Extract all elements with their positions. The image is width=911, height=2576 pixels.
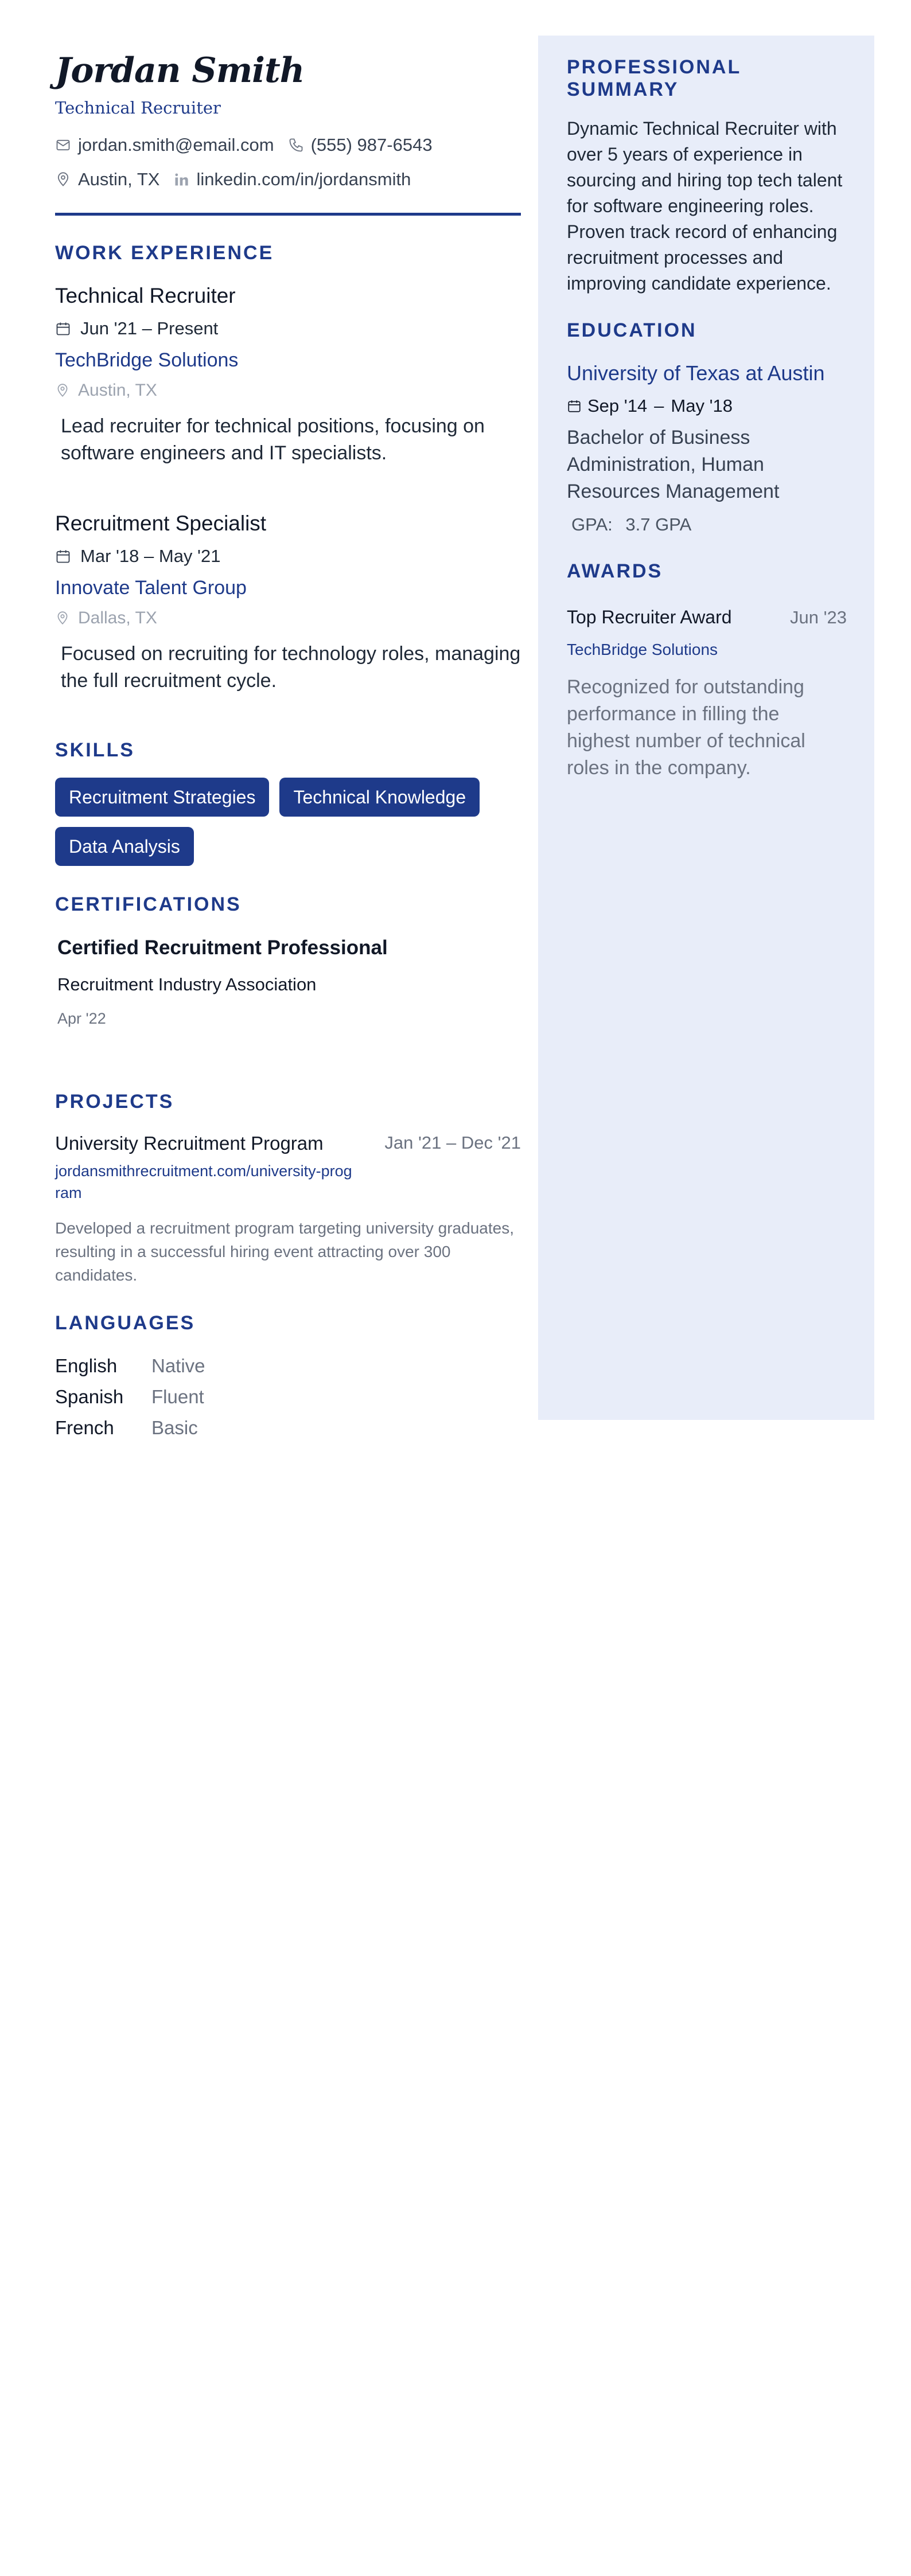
language-row xyxy=(55,1351,521,1381)
education-date-separator: – xyxy=(654,396,664,416)
calendar-icon xyxy=(567,399,582,413)
education-dates xyxy=(567,396,847,416)
main-column xyxy=(55,49,521,1443)
linkedin-icon xyxy=(173,171,189,188)
job-title: Technical Recruiter xyxy=(55,284,236,307)
project-dates: Jan '21 – Dec '21 xyxy=(384,1133,521,1153)
job-location-text: Dallas, TX xyxy=(78,608,157,627)
project-description: Developed a recruitment program targeting university graduates, resulting in a successful hiring event attracting over 300 candidates. xyxy=(55,1219,514,1284)
location-item xyxy=(55,169,159,190)
candidate-name: Jordan Smith xyxy=(55,50,305,91)
skill-chip: Data Analysis xyxy=(55,827,194,866)
project-link[interactable]: jordansmithrecruitment.com/university-program xyxy=(55,1162,352,1201)
language-name: English xyxy=(55,1355,118,1376)
sidebar-column xyxy=(538,36,874,1420)
job-dates xyxy=(55,546,521,567)
location-text: Austin, TX xyxy=(78,169,160,189)
phone-icon xyxy=(288,137,304,153)
gpa-label: GPA: xyxy=(571,514,613,534)
award-name: Top Recruiter Award xyxy=(567,607,732,627)
email-item[interactable] xyxy=(55,135,274,155)
education-end: May '18 xyxy=(671,396,733,416)
certification-name: Certified Recruitment Professional xyxy=(57,936,388,959)
job-company: Innovate Talent Group xyxy=(55,577,247,599)
language-level: Native xyxy=(151,1355,205,1376)
education-start: Sep '14 xyxy=(587,396,648,416)
job-company: TechBridge Solutions xyxy=(55,349,239,371)
header-divider xyxy=(55,213,521,216)
summary-heading: PROFESSIONAL SUMMARY xyxy=(567,56,741,100)
language-row xyxy=(55,1412,521,1443)
award-date: Jun '23 xyxy=(790,607,847,627)
language-row xyxy=(55,1381,521,1412)
certification-date: Apr '22 xyxy=(57,1010,106,1027)
job-location-text: Austin, TX xyxy=(78,381,157,400)
language-name: Spanish xyxy=(55,1386,124,1407)
skills-list xyxy=(55,778,521,866)
phone-item[interactable] xyxy=(288,135,433,155)
calendar-icon xyxy=(55,548,71,564)
skills-heading: SKILLS xyxy=(55,739,135,761)
languages-heading: LANGUAGES xyxy=(55,1312,196,1334)
linkedin-item[interactable] xyxy=(173,169,411,190)
job-entry xyxy=(55,284,521,467)
skill-chip: Technical Knowledge xyxy=(279,778,480,817)
work-experience-heading: WORK EXPERIENCE xyxy=(55,242,274,264)
job-dates-text: Jun '21 – Present xyxy=(80,318,219,338)
award-org: TechBridge Solutions xyxy=(567,641,718,658)
phone-text: (555) 987-6543 xyxy=(310,135,433,155)
award-description: Recognized for outstanding performance in filling the highest number of technical roles in the company. xyxy=(567,676,805,779)
language-name: French xyxy=(55,1417,114,1438)
languages-list xyxy=(55,1351,521,1443)
certifications-heading: CERTIFICATIONS xyxy=(55,893,242,915)
skill-chip: Recruitment Strategies xyxy=(55,778,269,817)
email-text: jordan.smith@email.com xyxy=(78,135,274,155)
gpa xyxy=(567,514,847,535)
awards-heading: AWARDS xyxy=(567,560,663,582)
job-title: Recruitment Specialist xyxy=(55,512,267,535)
project-header xyxy=(55,1133,521,1154)
linkedin-text: linkedin.com/in/jordansmith xyxy=(196,169,411,189)
summary-text: Dynamic Technical Recruiter with over 5 years of experience in sourcing and hiring top tech talent for software engineering roles. Proven track record of enhancing recruitment processes and improving candidate experience. xyxy=(567,118,843,294)
job-dates xyxy=(55,318,521,339)
gpa-value: 3.7 GPA xyxy=(625,514,692,534)
job-description: Lead recruiter for technical positions, focusing on software engineers and IT specialists. xyxy=(61,415,485,464)
candidate-title: Technical Recruiter xyxy=(55,98,221,118)
school-name: University of Texas at Austin xyxy=(567,361,825,385)
award-header xyxy=(567,607,847,628)
location-icon xyxy=(55,611,70,626)
job-location xyxy=(55,381,521,400)
job-entry xyxy=(55,512,521,694)
job-dates-text: Mar '18 – May '21 xyxy=(80,546,221,566)
projects-heading: PROJECTS xyxy=(55,1091,174,1113)
education-heading: EDUCATION xyxy=(567,319,697,341)
language-level: Fluent xyxy=(151,1386,204,1407)
contact-row-2 xyxy=(55,169,521,190)
contact-row-1 xyxy=(55,135,521,155)
mail-icon xyxy=(55,137,71,153)
location-icon xyxy=(55,383,70,398)
degree: Bachelor of Business Administration, Human Resources Management xyxy=(567,427,780,502)
language-level: Basic xyxy=(151,1417,198,1438)
calendar-icon xyxy=(55,321,71,337)
job-location xyxy=(55,608,521,628)
project-name: University Recruitment Program xyxy=(55,1133,324,1154)
certification-org: Recruitment Industry Association xyxy=(57,974,317,994)
job-description: Focused on recruiting for technology roles, managing the full recruitment cycle. xyxy=(61,643,521,692)
location-icon xyxy=(55,171,71,188)
